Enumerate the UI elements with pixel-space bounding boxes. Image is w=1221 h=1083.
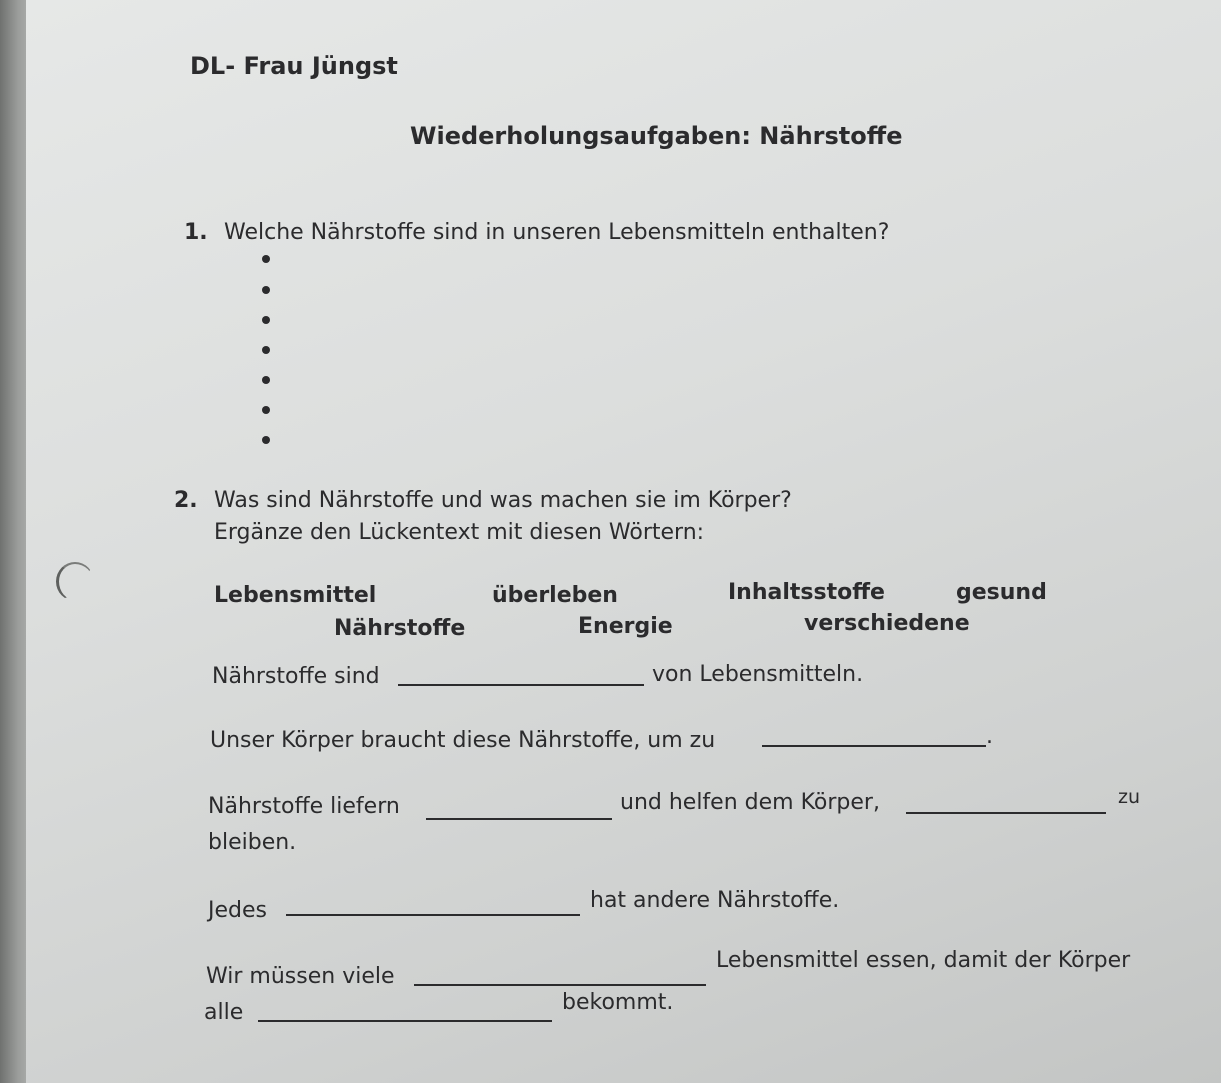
sentence-text: Wir müssen viele bbox=[206, 964, 395, 989]
sentence-text: von Lebensmitteln. bbox=[652, 662, 864, 687]
word-bank-item: Energie bbox=[578, 614, 673, 639]
fill-in-blank[interactable] bbox=[906, 812, 1106, 814]
punch-hole bbox=[56, 562, 94, 601]
bullet-point bbox=[262, 316, 270, 324]
sentence-text: zu bbox=[1118, 786, 1141, 808]
task2-instruction: Ergänze den Lückentext mit diesen Wörtern: bbox=[214, 520, 705, 545]
task2-number: 2. bbox=[174, 488, 198, 513]
task1-question: Welche Nährstoffe sind in unseren Lebensmitteln enthalten? bbox=[224, 220, 890, 245]
bullet-point bbox=[262, 255, 270, 263]
fill-in-blank[interactable] bbox=[414, 984, 706, 986]
sentence-text: Jedes bbox=[208, 898, 267, 923]
teacher-label: DL- Frau Jüngst bbox=[190, 52, 398, 80]
worksheet-title: Wiederholungsaufgaben: Nährstoffe bbox=[410, 122, 903, 150]
bullet-point bbox=[262, 346, 270, 354]
sentence-text: Nährstoffe sind bbox=[212, 664, 380, 689]
bullet-point bbox=[262, 286, 270, 294]
fill-in-blank[interactable] bbox=[258, 1020, 552, 1022]
sentence-text: Unser Körper braucht diese Nährstoffe, um zu bbox=[210, 728, 716, 753]
sentence-text: . bbox=[986, 724, 993, 749]
fill-in-blank[interactable] bbox=[398, 684, 644, 686]
bullet-point bbox=[262, 406, 270, 414]
bullet-point bbox=[262, 436, 270, 444]
word-bank-item: Nährstoffe bbox=[334, 616, 466, 641]
word-bank-item: Inhaltsstoffe bbox=[728, 580, 885, 605]
sentence-text: bleiben. bbox=[208, 830, 297, 855]
sentence-text: Lebensmittel essen, damit der Körper bbox=[716, 948, 1131, 973]
fill-in-blank[interactable] bbox=[426, 818, 612, 820]
word-bank-item: Lebensmittel bbox=[214, 583, 377, 608]
sentence-text: hat andere Nährstoffe. bbox=[590, 888, 840, 913]
fill-in-blank[interactable] bbox=[286, 914, 580, 916]
word-bank-item: gesund bbox=[956, 580, 1047, 605]
task1-number: 1. bbox=[184, 220, 208, 245]
task2-question: Was sind Nährstoffe und was machen sie im Körper? bbox=[214, 488, 792, 513]
sentence-text: alle bbox=[204, 1000, 244, 1025]
word-bank-item: überleben bbox=[492, 583, 618, 608]
word-bank-item: verschiedene bbox=[804, 611, 970, 636]
bullet-point bbox=[262, 376, 270, 384]
sentence-text: und helfen dem Körper, bbox=[620, 790, 880, 815]
sentence-text: bekommt. bbox=[562, 990, 674, 1015]
sentence-text: Nährstoffe liefern bbox=[208, 794, 400, 819]
fill-in-blank[interactable] bbox=[762, 745, 986, 747]
